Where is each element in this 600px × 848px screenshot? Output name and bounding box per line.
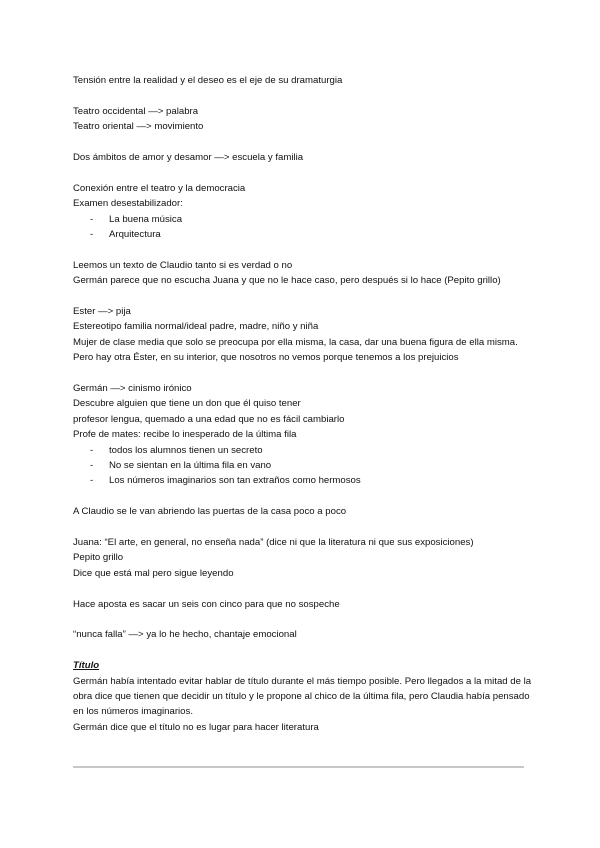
line-keeps-reading: Dice que está mal pero sigue leyendo bbox=[73, 567, 234, 579]
paragraph-house-doors: A Claudio se le van abriendo las puertas de la casa poco a poco bbox=[73, 506, 347, 518]
line-teacher: profesor lengua, quemado a una edad que no es fácil cambiarlo bbox=[73, 413, 345, 425]
paragraph-love-areas: Dos ámbitos de amor y desamor —> escuela y familia bbox=[73, 152, 304, 163]
line-claudio-text: Leemos un texto de Claudio tanto si es verdad o no bbox=[73, 259, 293, 271]
line-math-teacher: Profe de mates: recibe lo inesperado de la última fila bbox=[73, 429, 297, 441]
document-body bbox=[73, 73, 533, 735]
line-german-cynicism: Germán —> cinismo irónico bbox=[73, 383, 192, 395]
divider bbox=[73, 766, 524, 768]
bullet-item: - La buena música bbox=[90, 213, 183, 225]
line-eastern-theatre: Teatro oriental —> movimiento bbox=[73, 121, 204, 133]
line-western-theatre: Teatro occidental —> palabra bbox=[73, 105, 199, 117]
bullet-item: - Arquitectura bbox=[90, 229, 161, 241]
paragraph-grade: Hace aposta es sacar un seis con cinco para que no sospeche bbox=[73, 598, 340, 610]
line-theatre-democracy: Conexión entre el teatro y la democracia bbox=[73, 182, 246, 194]
line-german-juana: Germán parece que no escucha Juana y que no le hace caso, pero después si lo hace (Pepito grillo) bbox=[73, 275, 501, 287]
bullet-item: - Los números imaginarios son tan extraños como hermosos bbox=[90, 475, 361, 487]
line-middle-class: Mujer de clase media que solo se preocupa por ella misma, la casa, dar una buena figura de ella misma. bbox=[73, 336, 518, 348]
line-title-literature: Germán dice que el título no es lugar para hacer literatura bbox=[73, 721, 319, 733]
line-stereotype: Estereotipo familia normal/ideal padre, madre, niño y niña bbox=[73, 321, 319, 333]
bullet-item: - No se sientan en la última fila en vano bbox=[90, 460, 272, 472]
line-pepito-grillo: Pepito grillo bbox=[73, 552, 124, 564]
paragraph-dramaturgy: Tensión entre la realidad y el deseo es el eje de su dramaturgia bbox=[73, 75, 343, 86]
bullet-item: - todos los alumnos tienen un secreto bbox=[90, 444, 263, 456]
line-ester: Ester —> pija bbox=[73, 306, 131, 318]
paragraph-never-fails: “nunca falla” —> ya lo he hecho, chantaje emocional bbox=[73, 629, 297, 641]
paragraph-title-discussion: Germán había intentado evitar hablar de título durante el más tiempo posible. Pero llegados a la mitad de la obra dice que tienen que decidir un título y le propone al chico de la última fila, pero Claudia había pensado en los números imaginarios. bbox=[73, 675, 532, 718]
section-heading-title: Título bbox=[73, 660, 100, 672]
line-other-ester: Pero hay otra Éster, en su interior, que nosotros no vemos porque tenemos a los prejuicios bbox=[73, 352, 459, 364]
line-exam: Examen desestabilizador: bbox=[73, 198, 183, 210]
line-juana-quote: Juana: “El arte, en general, no enseña nada” (dice ni que la literatura ni que sus exposiciones) bbox=[73, 537, 474, 549]
line-gift: Descubre alguien que tiene un don que él quiso tener bbox=[73, 398, 301, 410]
